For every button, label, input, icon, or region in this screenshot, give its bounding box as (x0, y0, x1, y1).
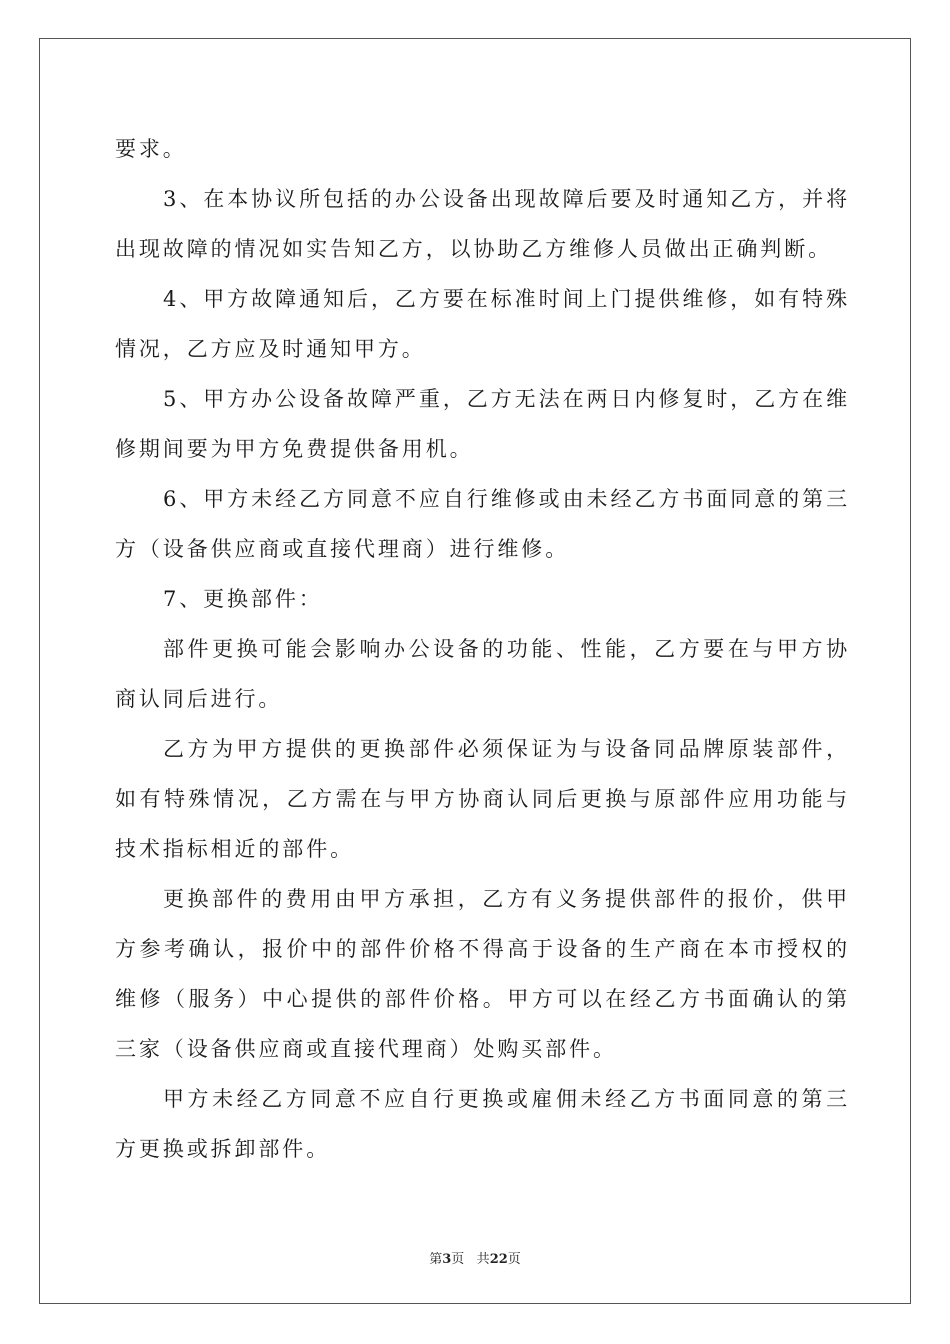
paragraph-1: 要求。 (115, 137, 187, 161)
paragraph-6: 7、更换部件： (163, 587, 323, 611)
paragraph-2: 3、在本协议所包括的办公设备出现故障后要及时通知乙方，并将出现故障的情况如实告知乙方，以协助乙方维修人员做出正确判断。 (115, 187, 850, 261)
page-prefix: 第 (429, 1252, 443, 1267)
paragraph-9: 更换部件的费用由甲方承担，乙方有义务提供部件的报价，供甲方参考确认，报价中的部件价格不得高于设备的生产商在本市授权的维修（服务）中心提供的部件价格。甲方可以在经乙方书面确认的第三家（设备供应商或直接代理商）处购买部件。 (115, 887, 850, 1061)
page-footer (0, 1248, 950, 1267)
paragraph-4: 5、甲方办公设备故障严重，乙方无法在两日内修复时，乙方在维修期间要为甲方免费提供备用机。 (115, 387, 850, 461)
page-suffix: 页 (451, 1252, 465, 1267)
paragraph-3: 4、甲方故障通知后，乙方要在标准时间上门提供维修，如有特殊情况，乙方应及时通知甲方。 (115, 287, 850, 361)
page-number: 3 (442, 1252, 452, 1267)
paragraph-10: 甲方未经乙方同意不应自行更换或雇佣未经乙方书面同意的第三方更换或拆卸部件。 (115, 1087, 850, 1161)
paragraph-5: 6、甲方未经乙方同意不应自行维修或由未经乙方书面同意的第三方（设备供应商或直接代理商）进行维修。 (115, 487, 850, 561)
paragraph-7: 部件更换可能会影响办公设备的功能、性能，乙方要在与甲方协商认同后进行。 (115, 637, 850, 711)
total-suffix: 页 (507, 1252, 521, 1267)
total-pages: 22 (489, 1252, 508, 1267)
paragraph-8: 乙方为甲方提供的更换部件必须保证为与设备同品牌原装部件，如有特殊情况，乙方需在与甲方协商认同后更换与原部件应用功能与技术指标相近的部件。 (115, 737, 850, 861)
total-prefix: 共 (476, 1252, 490, 1267)
document-body (115, 124, 850, 1174)
